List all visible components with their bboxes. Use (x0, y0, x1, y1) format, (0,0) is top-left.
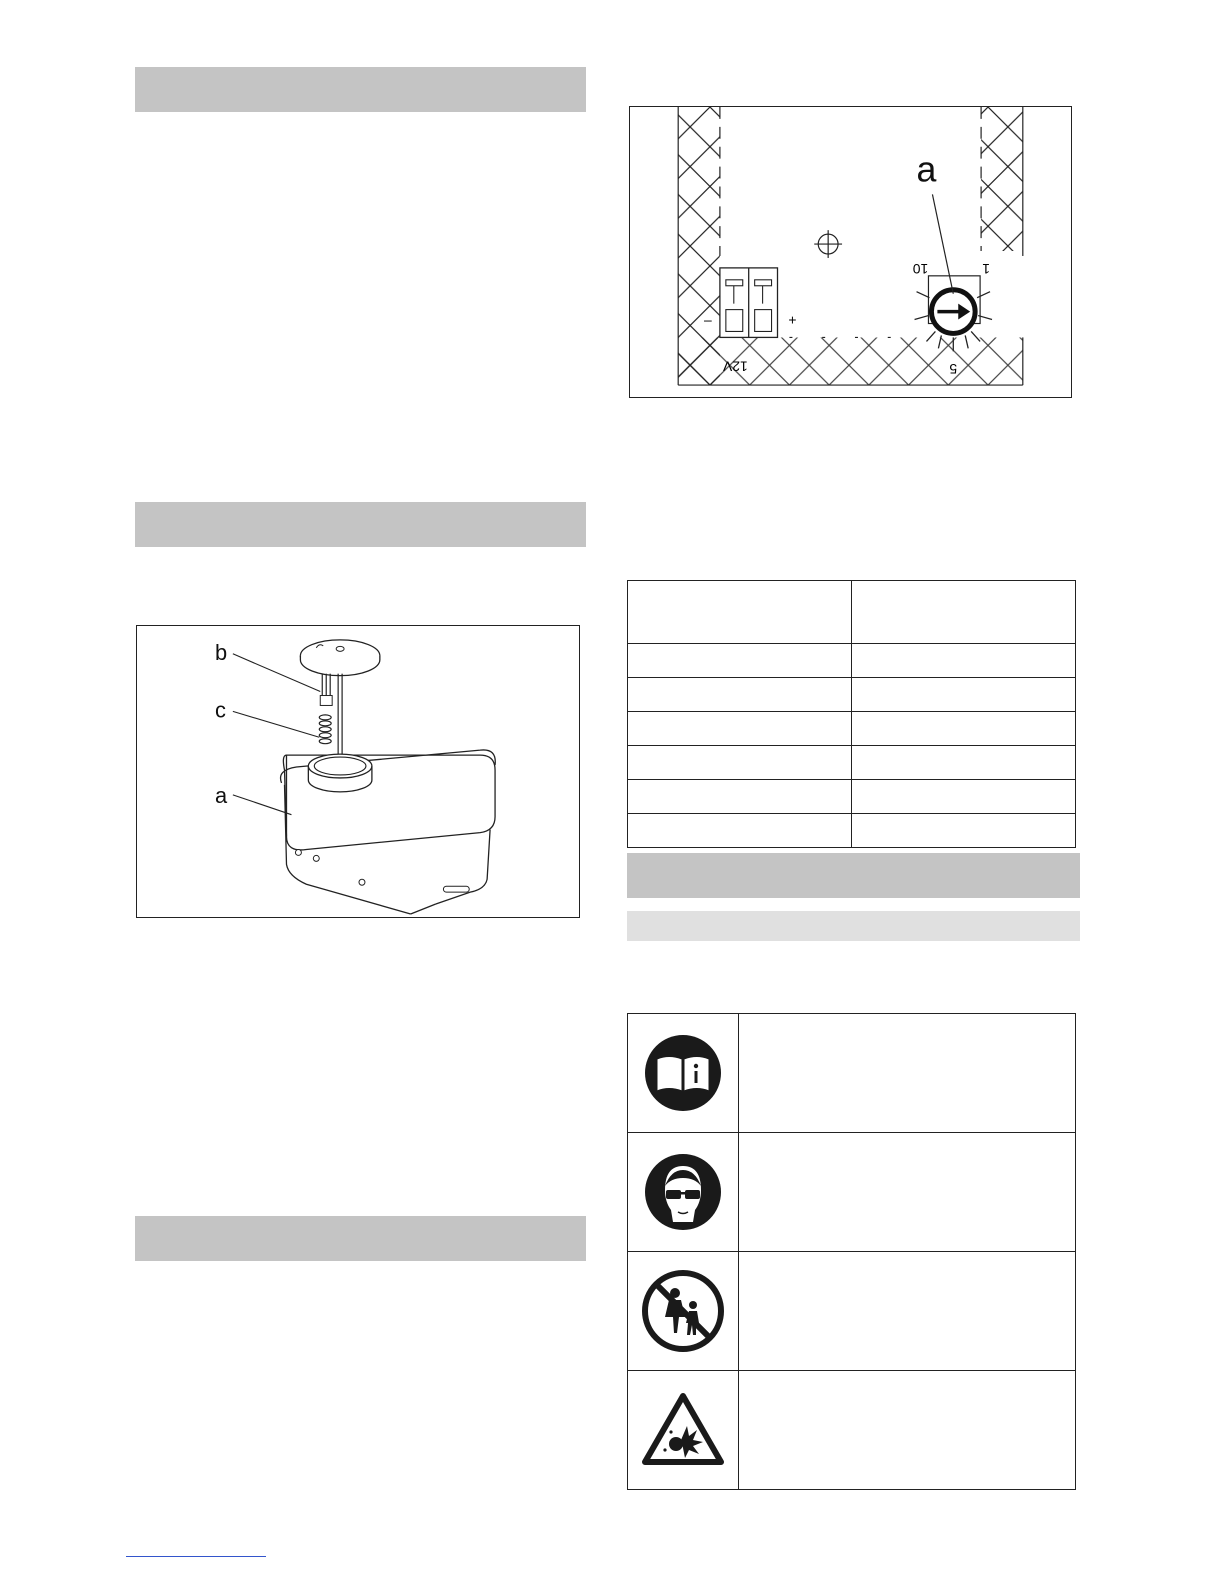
safety-row (628, 1371, 1076, 1490)
tank-illustration (137, 626, 579, 917)
dial-label-1: 1 (982, 260, 990, 277)
keep-children-away-icon (641, 1269, 725, 1353)
callout-b: b (214, 639, 228, 665)
voltage-label: 12V (722, 358, 748, 375)
table-row (628, 678, 1076, 712)
table-header-cell (628, 581, 852, 644)
section-header-bar-1 (135, 67, 586, 112)
read-manual-icon (643, 1033, 723, 1113)
table-header-row (628, 581, 1076, 644)
table-row (628, 746, 1076, 780)
settings-table (627, 580, 1076, 848)
safety-row (628, 1252, 1076, 1371)
explosion-hazard-icon (641, 1392, 725, 1468)
safety-subsection-bar (627, 911, 1080, 941)
footer-link-rule (126, 1556, 266, 1557)
table-row (628, 712, 1076, 746)
safety-section-bar (627, 853, 1080, 898)
terminal-plus-label: + (788, 311, 797, 328)
wear-safety-glasses-icon (643, 1152, 723, 1232)
control-board-figure (629, 106, 1072, 398)
tank-figure (136, 625, 580, 918)
callout-a: a (214, 782, 228, 808)
table-row (628, 780, 1076, 814)
safety-symbols-table (627, 1013, 1076, 1490)
callout-a-control: a (916, 149, 937, 190)
dial-label-5: 5 (949, 361, 958, 378)
section-header-bar-3 (135, 1216, 586, 1261)
safety-row (628, 1014, 1076, 1133)
safety-row (628, 1133, 1076, 1252)
table-header-cell (852, 581, 1076, 644)
dial-label-10: 10 (912, 260, 929, 277)
control-board-illustration (630, 107, 1071, 397)
callout-c: c (214, 697, 226, 723)
section-header-bar-2 (135, 502, 586, 547)
table-row (628, 814, 1076, 848)
terminal-minus-label: – (704, 311, 712, 328)
table-row (628, 644, 1076, 678)
